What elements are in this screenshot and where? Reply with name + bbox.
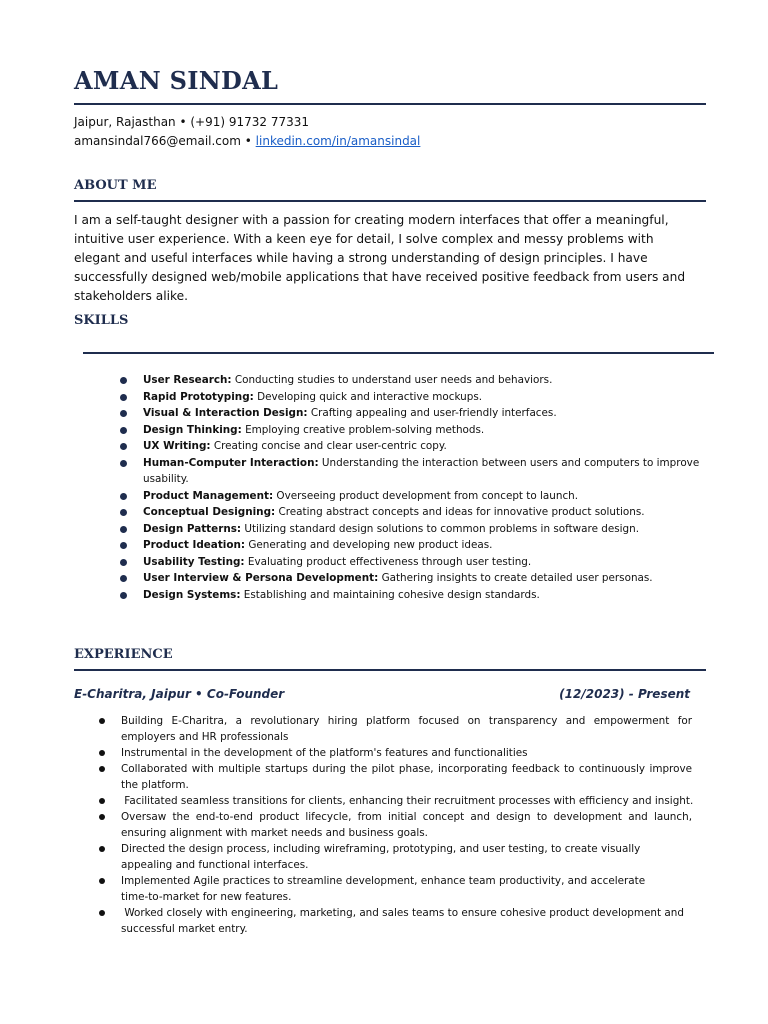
skill-name: Product Ideation: [143, 539, 246, 551]
bullet-icon [120, 410, 127, 417]
skill-item [143, 438, 703, 455]
bullet-icon [120, 509, 127, 516]
skill-item [143, 422, 703, 439]
bullet-text-continued: time-to-market for new features. [121, 891, 292, 903]
about-paragraph: I am a self-taught designer with a passion for creating modern interfaces that offer a meaningful, intuitive user experience. With a keen eye for detail, I solve complex and messy problems with elegant and useful interfaces while having a strong understanding of design principles. I have successfully designed web/mobile applications that have received positive feedback from users and stakeholders alike. [74, 213, 686, 303]
experience-bullet [121, 713, 692, 745]
experience-bullet [121, 841, 692, 873]
skill-name: User Research: [143, 374, 232, 386]
experience-heading: EXPERIENCE [74, 647, 173, 662]
bullet-text: Building E-Charitra, a revolutionary hiring platform focused on transparency and empowerment for employers and HR professionals [121, 715, 692, 743]
skill-name: Design Systems: [143, 588, 241, 601]
skill-name: Conceptual Designing: [143, 506, 276, 518]
skills-heading: SKILLS [74, 313, 129, 328]
experience-bullet [121, 809, 692, 841]
about-heading: ABOUT ME [74, 178, 157, 193]
separator: • [240, 134, 256, 148]
skill-description: Gathering insights to create detailed user personas. [378, 572, 653, 584]
bullet-icon [99, 878, 105, 884]
bullet-text: Oversaw the end-to-end product lifecycle, from initial concept and design to development and launch, ensuring alignment with market needs and business goals. [121, 811, 692, 839]
skill-name: Visual & Interaction Design: [143, 407, 308, 419]
skill-description: Utilizing standard design solutions to common problems in software design. [241, 522, 640, 535]
about-divider [74, 200, 706, 202]
bullet-icon [99, 766, 105, 772]
skill-description: Overseeing product development from concept to launch. [273, 489, 579, 502]
bullet-text: Collaborated with multiple startups during the pilot phase, incorporating feedback to continuously improve the platform. [121, 763, 692, 791]
experience-bullets [121, 713, 692, 937]
bullet-text: Facilitated seamless transitions for clients, enhancing their recruitment processes with efficiency and insight. [121, 795, 694, 807]
experience-bullet [121, 873, 692, 905]
skill-item [143, 372, 703, 389]
skills-divider [83, 352, 714, 354]
experience-bullet [121, 905, 692, 937]
skill-description: Crafting appealing and user-friendly interfaces. [307, 407, 557, 419]
experience-bullet [121, 793, 692, 809]
skill-description: Employing creative problem-solving methods. [241, 423, 485, 436]
contact-line-2 [74, 134, 420, 148]
skill-item [143, 521, 703, 538]
experience-bullet [121, 745, 692, 761]
bullet-icon [99, 910, 105, 916]
bullet-icon [120, 427, 127, 434]
skill-item [143, 405, 703, 422]
linkedin-link[interactable]: linkedin.com/in/amansindal [255, 134, 421, 148]
separator: • [175, 115, 191, 129]
skill-name: Product Management: [143, 489, 274, 502]
skill-description: Developing quick and interactive mockups. [253, 390, 483, 403]
bullet-icon [120, 526, 127, 533]
skills-list [143, 372, 703, 603]
skill-item [143, 488, 703, 505]
bullet-icon [99, 798, 105, 804]
skill-name: Human-Computer Interaction: [143, 456, 319, 469]
bullet-icon [120, 575, 127, 582]
location: Jaipur, Rajasthan [74, 115, 176, 129]
bullet-icon [99, 846, 105, 852]
bullet-icon [99, 718, 105, 724]
bullet-icon [120, 377, 127, 384]
phone-number: (+91) 91732 77331 [190, 115, 310, 129]
skill-description: Creating concise and clear user-centric copy. [210, 440, 447, 452]
bullet-text: Directed the design process, including wireframing, prototyping, and user testing, to create visually appealing and functional interfaces. [121, 843, 641, 871]
skill-description: Generating and developing new product ideas. [245, 539, 493, 551]
skill-item [143, 455, 703, 488]
bullet-icon [120, 460, 127, 467]
bullet-icon [120, 592, 127, 599]
skill-item [143, 504, 703, 521]
experience-divider [74, 669, 706, 671]
skill-description: Creating abstract concepts and ideas for innovative product solutions. [275, 506, 645, 518]
contact-line-1 [74, 115, 309, 129]
experience-bullet [121, 761, 692, 793]
skill-name: Design Thinking: [143, 423, 242, 436]
bullet-text: Worked closely with engineering, marketing, and sales teams to ensure cohesive product development and successful market entry. [121, 907, 688, 935]
skill-item [143, 554, 703, 571]
email-address: amansindal766@email.com [74, 134, 241, 148]
skill-name: Design Patterns: [143, 522, 242, 535]
name-divider [74, 103, 706, 105]
job-title: E-Charitra, Jaipur • Co-Founder [74, 687, 285, 701]
candidate-name: AMAN SINDAL [74, 66, 279, 95]
bullet-icon [120, 542, 127, 549]
skill-name: Usability Testing: [143, 555, 245, 568]
skill-description: Evaluating product effectiveness through user testing. [244, 555, 532, 568]
bullet-icon [99, 750, 105, 756]
skill-name: UX Writing: [143, 440, 211, 452]
skill-item [143, 537, 703, 554]
skill-description: Conducting studies to understand user needs and behaviors. [231, 374, 553, 386]
bullet-icon [120, 559, 127, 566]
bullet-icon [99, 814, 105, 820]
bullet-icon [120, 443, 127, 450]
bullet-text: Implemented Agile practices to streamline development, enhance team productivity, and accelerate [121, 875, 646, 887]
skill-item [143, 389, 703, 406]
skill-description: Understanding the interaction between users and computers to improve usability. [143, 456, 700, 485]
skill-name: User Interview & Persona Development: [143, 572, 379, 584]
skill-item [143, 587, 703, 604]
bullet-text: Instrumental in the development of the platform's features and functionalities [121, 747, 528, 759]
bullet-icon [120, 493, 127, 500]
skill-description: Establishing and maintaining cohesive design standards. [240, 588, 540, 601]
skill-item [143, 570, 703, 587]
job-dates: (12/2023) - Present [559, 687, 690, 701]
bullet-icon [120, 394, 127, 401]
skill-name: Rapid Prototyping: [143, 390, 254, 403]
